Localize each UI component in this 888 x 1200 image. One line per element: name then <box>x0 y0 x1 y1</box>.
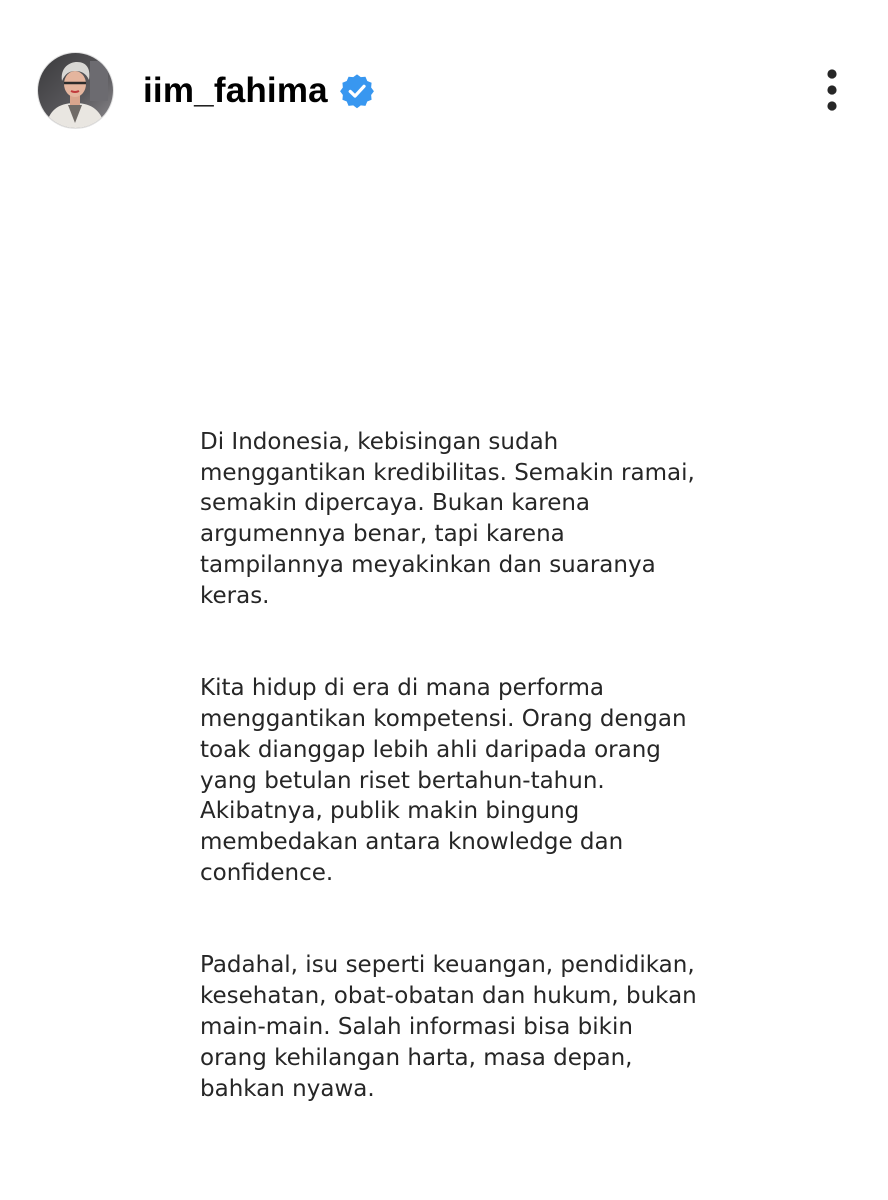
post-text <box>200 396 720 1166</box>
username[interactable]: iim_fahima <box>143 71 328 110</box>
verified-badge-icon <box>339 73 375 109</box>
author-row <box>143 66 375 116</box>
post-paragraph-1: Di Indonesia, kebisingan sudah menggantikan kredibilitas. Semakin ramai, semakin dipercaya. Bukan karena argumennya benar, tapi karena tampilannya meyakinkan dan suaranya keras. <box>200 428 695 609</box>
more-options-button[interactable] <box>812 66 852 116</box>
more-vertical-icon <box>812 66 852 116</box>
avatar[interactable] <box>38 53 113 128</box>
post-header <box>0 0 888 180</box>
post-paragraph-2: Kita hidup di era di mana performa menggantikan kompetensi. Orang dengan toak dianggap lebih ahli daripada orang yang betulan riset bertahun-tahun. Akibatnya, publik makin bingung membedakan antara knowledge dan confidence. <box>200 675 687 886</box>
profile-photo <box>38 53 113 128</box>
post-paragraph-3: Padahal, isu seperti keuangan, pendidikan, kesehatan, obat-obatan dan hukum, bukan main-main. Salah informasi bisa bikin orang kehilangan harta, masa depan, bahkan nyawa. <box>200 952 697 1102</box>
